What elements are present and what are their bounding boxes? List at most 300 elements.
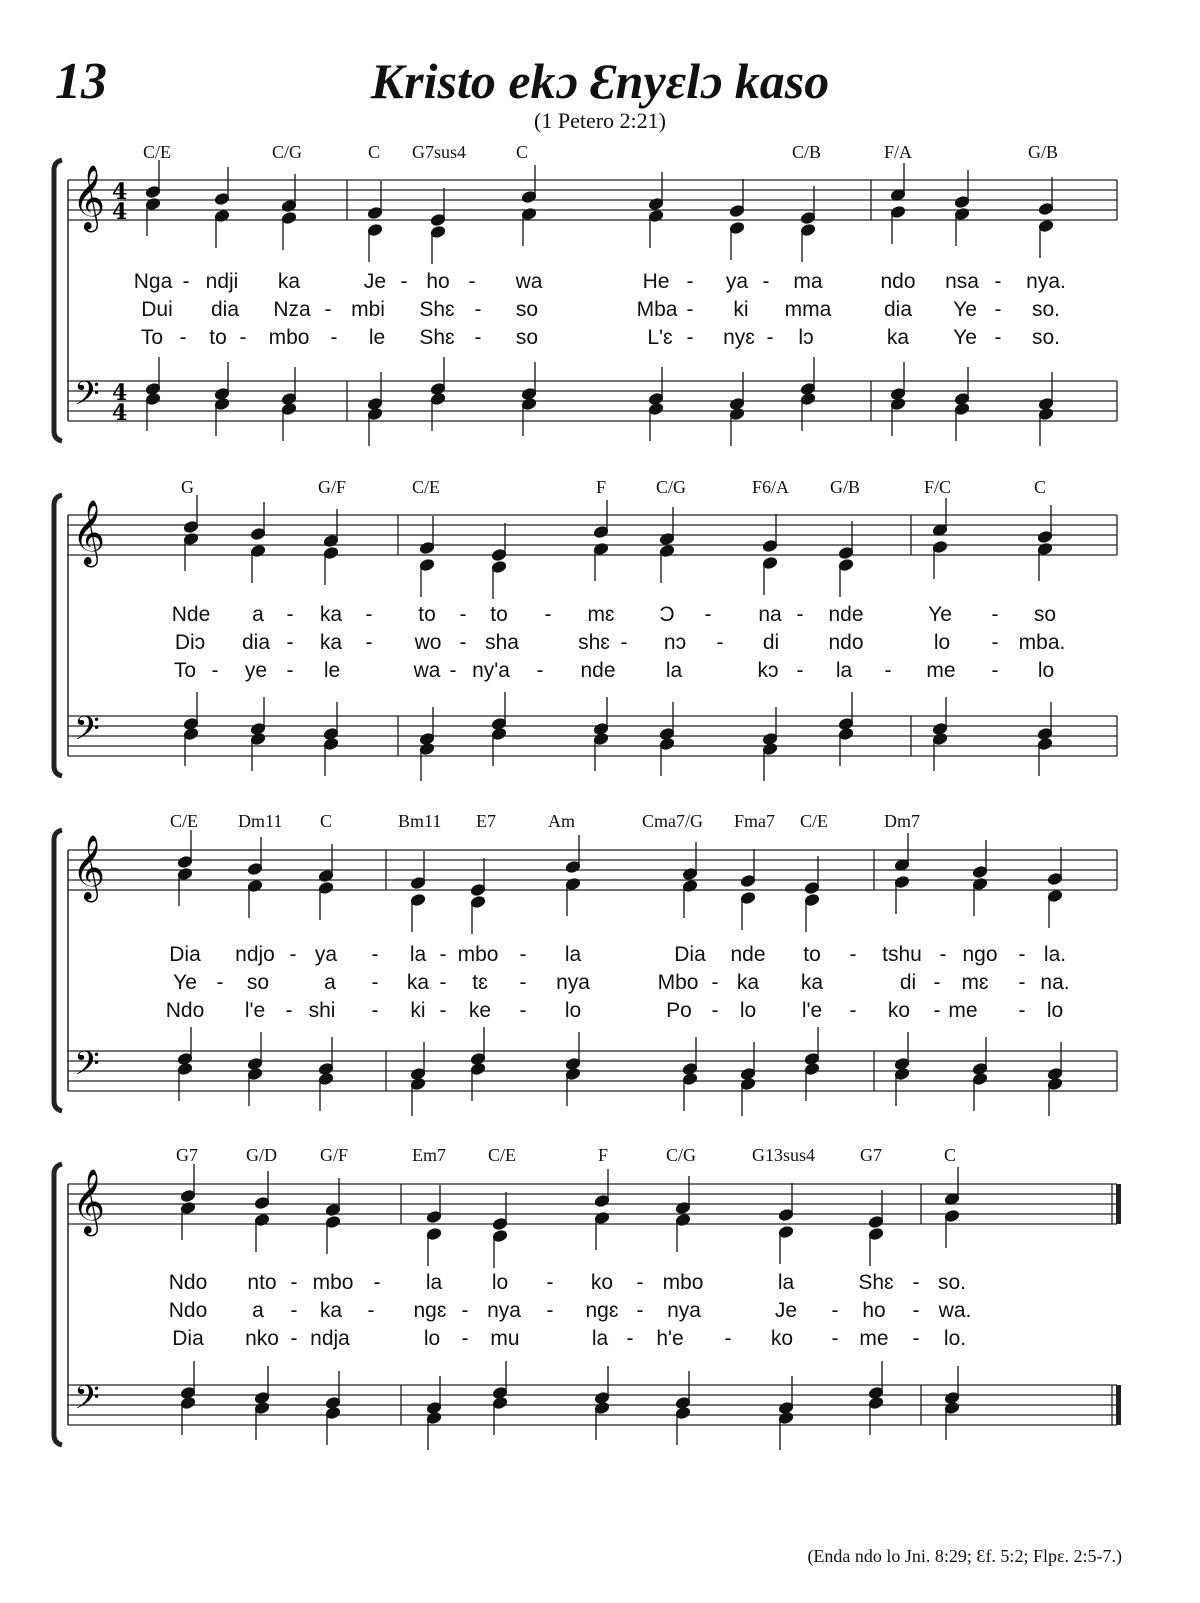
note bbox=[1047, 890, 1062, 928]
note bbox=[254, 1171, 269, 1209]
lyric-hyphen: - bbox=[831, 1299, 839, 1322]
lyric-syllable: ye bbox=[244, 659, 268, 682]
note bbox=[675, 1371, 690, 1409]
lyric-hyphen: - bbox=[211, 659, 219, 682]
lyric-syllable: la bbox=[591, 1327, 609, 1350]
lyric-syllable: h'e bbox=[656, 1327, 684, 1350]
chord-symbol: G/D bbox=[246, 1145, 277, 1165]
note bbox=[932, 541, 947, 579]
lyric-hyphen: - bbox=[330, 326, 338, 349]
lyric-hyphen: - bbox=[626, 1327, 634, 1350]
note bbox=[594, 1402, 609, 1440]
note bbox=[565, 1068, 580, 1106]
chord-symbol: C/G bbox=[656, 477, 687, 497]
note bbox=[740, 1078, 755, 1116]
lyric-hyphen: - bbox=[994, 270, 1002, 293]
chord-symbol: G7 bbox=[860, 1145, 882, 1165]
lyric-hyphen: - bbox=[400, 270, 408, 293]
note bbox=[183, 533, 198, 571]
lyric-syllable: Diɔ bbox=[174, 631, 206, 654]
lyric-hyphen: - bbox=[636, 1271, 644, 1294]
lyric-syllable: nsa bbox=[945, 270, 979, 293]
lyric-hyphen: - bbox=[939, 943, 947, 966]
note bbox=[800, 186, 815, 224]
lyric-syllable: mɛ bbox=[587, 603, 615, 626]
lyric-hyphen: - bbox=[546, 1271, 554, 1294]
lyric-syllable: ko bbox=[590, 1271, 614, 1294]
lyric-hyphen: - bbox=[686, 270, 694, 293]
bass-clef-icon: 𝄢 bbox=[74, 1045, 100, 1091]
lyric-syllable: lo. bbox=[943, 1327, 967, 1350]
lyric-syllable: nya bbox=[667, 1299, 701, 1322]
note bbox=[325, 1216, 340, 1254]
lyric-hyphen: - bbox=[544, 603, 552, 626]
bass-clef-icon: 𝄢 bbox=[74, 375, 100, 421]
note bbox=[177, 868, 192, 906]
lyric-syllable: Ye bbox=[953, 326, 977, 349]
lyric-hyphen: - bbox=[449, 659, 457, 682]
lyric-hyphen: - bbox=[459, 631, 467, 654]
lyric-syllable: ko bbox=[770, 1327, 794, 1350]
lyric-hyphen: - bbox=[766, 326, 774, 349]
lyric-hyphen: - bbox=[704, 603, 712, 626]
lyric-hyphen: - bbox=[474, 326, 482, 349]
lyric-syllable: Ndo bbox=[165, 999, 205, 1022]
note bbox=[145, 198, 160, 236]
note bbox=[521, 398, 536, 436]
lyric-syllable: mɛ bbox=[961, 971, 989, 994]
treble-clef-icon: 𝄞 bbox=[72, 500, 106, 565]
lyric-hyphen: - bbox=[1018, 971, 1026, 994]
lyric-syllable: wa bbox=[413, 659, 441, 682]
treble-clef-icon: 𝄞 bbox=[72, 835, 106, 900]
lyric-syllable: mbi bbox=[351, 298, 385, 321]
lyric-hyphen: - bbox=[912, 1299, 920, 1322]
note bbox=[430, 393, 445, 431]
lyric-syllable: to bbox=[418, 603, 436, 626]
lyric-syllable: lo bbox=[1037, 659, 1055, 682]
lyric-syllable: mba. bbox=[1018, 631, 1066, 654]
note bbox=[890, 206, 905, 244]
note bbox=[648, 172, 663, 210]
lyric-syllable: Dia bbox=[172, 1327, 204, 1350]
lyric-hyphen: - bbox=[716, 631, 724, 654]
chord-symbol: G7 bbox=[176, 1145, 198, 1165]
chord-symbol: C/E bbox=[143, 142, 172, 162]
note bbox=[868, 1361, 883, 1399]
lyric-syllable: lɔ bbox=[798, 326, 814, 349]
note bbox=[593, 733, 608, 771]
lyric-syllable: dia bbox=[883, 298, 913, 321]
note bbox=[1038, 220, 1053, 258]
note bbox=[894, 1068, 909, 1106]
note bbox=[778, 1412, 793, 1450]
lyric-syllable: ho bbox=[862, 1299, 886, 1322]
lyric-syllable: kɔ bbox=[757, 659, 779, 682]
lyric-syllable: ka bbox=[736, 971, 760, 994]
lyric-syllable: nko bbox=[245, 1327, 279, 1350]
note bbox=[682, 1037, 697, 1075]
note bbox=[593, 543, 608, 581]
lyric-hyphen: - bbox=[933, 999, 941, 1022]
note bbox=[944, 1210, 959, 1248]
note bbox=[648, 403, 663, 441]
lyric-syllable: ya bbox=[314, 943, 338, 966]
lyric-syllable: ma bbox=[793, 270, 823, 293]
lyric-syllable: nyɛ bbox=[723, 326, 755, 349]
lyric-hyphen: - bbox=[519, 943, 527, 966]
note bbox=[804, 856, 819, 894]
note bbox=[250, 545, 265, 583]
lyric-syllable: na. bbox=[1040, 971, 1070, 994]
lyric-hyphen: - bbox=[239, 326, 247, 349]
note bbox=[491, 561, 506, 599]
note bbox=[972, 1037, 987, 1075]
lyric-syllable: ndo bbox=[828, 631, 864, 654]
lyric-hyphen: - bbox=[849, 999, 857, 1022]
lyric-syllable: lo bbox=[491, 1271, 509, 1294]
lyric-hyphen: - bbox=[468, 270, 476, 293]
lyric-syllable: dia bbox=[241, 631, 271, 654]
lyric-syllable: ka bbox=[800, 971, 824, 994]
note bbox=[250, 502, 265, 540]
note bbox=[800, 357, 815, 395]
hymn-title: Kristo ekɔ Ɛnyɛlɔ kaso bbox=[370, 53, 830, 109]
lyric-syllable: wo bbox=[414, 631, 442, 654]
note bbox=[594, 1169, 609, 1207]
lyric-syllable: ka bbox=[277, 270, 301, 293]
lyric-syllable: lo bbox=[564, 999, 582, 1022]
note bbox=[954, 170, 969, 208]
lyric-syllable: so. bbox=[1031, 326, 1061, 349]
lyric-syllable: ny'a bbox=[472, 659, 510, 682]
note bbox=[778, 1183, 793, 1221]
note bbox=[762, 514, 777, 552]
note bbox=[972, 1073, 987, 1111]
note bbox=[521, 208, 536, 246]
note bbox=[430, 357, 445, 395]
note bbox=[145, 357, 160, 395]
lyric-syllable: la. bbox=[1043, 943, 1067, 966]
lyric-syllable: Dia bbox=[169, 943, 201, 966]
note bbox=[804, 1063, 819, 1101]
time-signature: 4 bbox=[112, 380, 128, 406]
lyric-syllable: so bbox=[1033, 603, 1057, 626]
lyric-syllable: Ye bbox=[928, 603, 952, 626]
lyric-hyphen: - bbox=[620, 631, 628, 654]
note bbox=[325, 1371, 340, 1409]
lyric-syllable: Ndo bbox=[168, 1271, 208, 1294]
time-signature: 4 bbox=[112, 179, 128, 205]
lyric-syllable: me bbox=[859, 1327, 889, 1350]
lyric-hyphen: - bbox=[546, 1299, 554, 1322]
time-signature: 4 bbox=[112, 199, 128, 225]
note bbox=[430, 188, 445, 226]
lyric-syllable: mbo bbox=[312, 1271, 354, 1294]
note bbox=[800, 224, 815, 262]
note bbox=[954, 367, 969, 405]
lyric-syllable: Shɛ bbox=[419, 298, 455, 321]
note bbox=[521, 165, 536, 203]
lyric-syllable: He bbox=[642, 270, 670, 293]
note bbox=[183, 728, 198, 766]
note bbox=[247, 837, 262, 875]
note bbox=[214, 398, 229, 436]
lyric-hyphen: - bbox=[365, 631, 373, 654]
lyric-syllable: la bbox=[409, 943, 427, 966]
note bbox=[1037, 543, 1052, 581]
lyric-syllable: a bbox=[252, 1299, 264, 1322]
note bbox=[1047, 847, 1062, 885]
lyric-syllable: nde bbox=[580, 659, 616, 682]
footer-scripture-references: (Enda ndo lo Jni. 8:29; Ɛf. 5:2; Flpɛ. 2:5-7.) bbox=[807, 1546, 1122, 1566]
lyric-syllable: to bbox=[490, 603, 508, 626]
lyric-syllable: l'e bbox=[801, 999, 823, 1022]
note bbox=[214, 167, 229, 205]
note bbox=[470, 896, 485, 934]
lyric-hyphen: - bbox=[991, 631, 999, 654]
note bbox=[675, 1407, 690, 1445]
note bbox=[180, 1202, 195, 1240]
lyric-syllable: so bbox=[246, 971, 270, 994]
chord-symbol: Bm11 bbox=[398, 811, 442, 831]
lyric-syllable: lo bbox=[933, 631, 951, 654]
lyric-hyphen: - bbox=[994, 298, 1002, 321]
note bbox=[838, 728, 853, 766]
lyric-syllable: nya bbox=[556, 971, 590, 994]
note bbox=[492, 1361, 507, 1399]
chord-symbol: G bbox=[181, 477, 194, 497]
lyric-syllable: l'e bbox=[244, 999, 266, 1022]
lyric-syllable: nde bbox=[828, 603, 864, 626]
chord-symbol: C bbox=[320, 811, 333, 831]
note bbox=[675, 1176, 690, 1214]
chord-symbol: G7sus4 bbox=[412, 142, 467, 162]
lyric-syllable: to bbox=[803, 943, 821, 966]
treble-clef-icon: 𝄞 bbox=[72, 165, 106, 230]
note bbox=[367, 224, 382, 262]
lyric-syllable: nɔ bbox=[663, 631, 687, 654]
chord-symbol: F/A bbox=[884, 142, 913, 162]
lyric-hyphen: - bbox=[365, 603, 373, 626]
note bbox=[492, 1192, 507, 1230]
note bbox=[868, 1397, 883, 1435]
note bbox=[944, 1402, 959, 1440]
lyric-hyphen: - bbox=[762, 270, 770, 293]
note bbox=[1038, 177, 1053, 215]
note bbox=[470, 858, 485, 896]
note bbox=[180, 1397, 195, 1435]
lyric-syllable: mbo bbox=[268, 326, 310, 349]
note bbox=[492, 1230, 507, 1268]
note bbox=[426, 1412, 441, 1450]
chord-symbol: G13sus4 bbox=[752, 1145, 816, 1165]
lyric-hyphen: - bbox=[711, 971, 719, 994]
lyric-hyphen: - bbox=[933, 971, 941, 994]
lyric-hyphen: - bbox=[1018, 943, 1026, 966]
lyric-syllable: a bbox=[324, 971, 336, 994]
note bbox=[323, 547, 338, 585]
lyric-hyphen: - bbox=[373, 1271, 381, 1294]
lyric-syllable: Ye bbox=[173, 971, 197, 994]
lyric-syllable: shɛ bbox=[578, 631, 610, 654]
lyric-syllable: to bbox=[209, 326, 227, 349]
lyric-syllable: mbo bbox=[457, 943, 499, 966]
lyric-syllable: ka bbox=[319, 1299, 343, 1322]
note bbox=[180, 1361, 195, 1399]
lyric-hyphen: - bbox=[182, 270, 190, 293]
note bbox=[659, 507, 674, 545]
lyric-syllable: me bbox=[926, 659, 956, 682]
note bbox=[145, 393, 160, 431]
lyric-syllable: so. bbox=[937, 1271, 967, 1294]
lyric-hyphen: - bbox=[796, 659, 804, 682]
lyric-syllable: me bbox=[948, 999, 978, 1022]
lyric-syllable: ka bbox=[319, 603, 343, 626]
lyric-syllable: shi bbox=[308, 999, 336, 1022]
note bbox=[762, 557, 777, 595]
lyric-hyphen: - bbox=[912, 1327, 920, 1350]
lyric-syllable: la bbox=[777, 1271, 795, 1294]
lyric-syllable: nya bbox=[487, 1299, 521, 1322]
note bbox=[183, 692, 198, 730]
chord-symbol: C bbox=[1034, 477, 1047, 497]
chord-symbol: Am bbox=[548, 811, 575, 831]
lyric-hyphen: - bbox=[371, 999, 379, 1022]
note bbox=[740, 849, 755, 887]
note bbox=[247, 880, 262, 918]
lyric-syllable: nto bbox=[247, 1271, 277, 1294]
lyric-syllable: lo bbox=[1046, 999, 1064, 1022]
lyric-hyphen: - bbox=[686, 298, 694, 321]
lyric-syllable: nya. bbox=[1026, 270, 1066, 293]
lyric-syllable: Dui bbox=[141, 298, 173, 321]
lyric-hyphen: - bbox=[519, 999, 527, 1022]
note bbox=[419, 743, 434, 781]
note bbox=[1047, 1078, 1062, 1116]
chord-symbol: G/B bbox=[830, 477, 861, 497]
lyric-syllable: Je bbox=[363, 270, 387, 293]
lyric-syllable: Shɛ bbox=[419, 326, 455, 349]
note bbox=[838, 521, 853, 559]
lyric-syllable: ka bbox=[886, 326, 910, 349]
lyric-hyphen: - bbox=[636, 1299, 644, 1322]
note bbox=[890, 163, 905, 201]
note bbox=[177, 1063, 192, 1101]
lyric-syllable: so bbox=[515, 326, 539, 349]
note bbox=[838, 692, 853, 730]
lyric-syllable: na bbox=[758, 603, 782, 626]
lyric-hyphen: - bbox=[286, 631, 294, 654]
chord-symbol: E7 bbox=[476, 811, 496, 831]
lyric-syllable: so. bbox=[1031, 298, 1061, 321]
note bbox=[682, 1073, 697, 1111]
lyric-syllable: nde bbox=[730, 943, 766, 966]
lyric-syllable: Nza bbox=[273, 298, 311, 321]
lyric-syllable: ndo bbox=[880, 270, 916, 293]
lyric-hyphen: - bbox=[474, 298, 482, 321]
lyric-syllable: To bbox=[140, 326, 164, 349]
chord-symbol: F/C bbox=[924, 477, 952, 497]
note bbox=[250, 733, 265, 771]
note bbox=[972, 878, 987, 916]
lyric-syllable: wa. bbox=[938, 1299, 972, 1322]
chord-symbol: F bbox=[598, 1145, 609, 1165]
note bbox=[430, 226, 445, 264]
lyric-syllable: ka bbox=[319, 631, 343, 654]
note bbox=[972, 840, 987, 878]
lyric-syllable: Dia bbox=[674, 943, 706, 966]
note bbox=[214, 210, 229, 248]
lyric-syllable: ndjo bbox=[235, 943, 275, 966]
note bbox=[318, 1037, 333, 1075]
hymn-number: 13 bbox=[55, 53, 107, 110]
note bbox=[1037, 738, 1052, 776]
chord-symbol: C/E bbox=[170, 811, 199, 831]
note bbox=[492, 1397, 507, 1435]
bass-clef-icon: 𝄢 bbox=[74, 1379, 100, 1425]
note bbox=[659, 738, 674, 776]
note bbox=[183, 495, 198, 533]
lyric-hyphen: - bbox=[290, 1271, 298, 1294]
chord-symbol: C/E bbox=[412, 477, 441, 497]
lyric-hyphen: - bbox=[711, 999, 719, 1022]
note bbox=[838, 559, 853, 597]
lyric-syllable: a bbox=[252, 603, 264, 626]
lyric-hyphen: - bbox=[1018, 999, 1026, 1022]
note bbox=[954, 208, 969, 246]
lyric-syllable: ndji bbox=[205, 270, 239, 293]
lyric-hyphen: - bbox=[536, 659, 544, 682]
note bbox=[470, 1027, 485, 1065]
note bbox=[932, 498, 947, 536]
note bbox=[177, 830, 192, 868]
lyric-syllable: la bbox=[564, 943, 582, 966]
lyric-syllable: Ndo bbox=[168, 1299, 208, 1322]
lyric-hyphen: - bbox=[461, 1327, 469, 1350]
note bbox=[804, 894, 819, 932]
lyric-syllable: To bbox=[173, 659, 197, 682]
lyric-syllable: ho bbox=[426, 270, 450, 293]
chord-symbol: C/B bbox=[792, 142, 822, 162]
lyric-syllable: ndja bbox=[310, 1327, 350, 1350]
note bbox=[800, 393, 815, 431]
lyric-syllable: dia bbox=[210, 298, 240, 321]
note bbox=[419, 559, 434, 597]
lyric-hyphen: - bbox=[439, 943, 447, 966]
lyric-syllable: Mbo bbox=[657, 971, 699, 994]
note bbox=[367, 408, 382, 446]
chord-symbol: C/E bbox=[488, 1145, 517, 1165]
chord-symbol: C bbox=[368, 142, 381, 162]
lyric-syllable: Po bbox=[666, 999, 692, 1022]
lyric-hyphen: - bbox=[461, 1299, 469, 1322]
note bbox=[932, 733, 947, 771]
lyric-syllable: ngo bbox=[962, 943, 998, 966]
note bbox=[868, 1228, 883, 1266]
lyric-hyphen: - bbox=[994, 326, 1002, 349]
note bbox=[682, 842, 697, 880]
lyric-syllable: ya bbox=[725, 270, 749, 293]
lyric-syllable: di bbox=[899, 971, 917, 994]
lyric-hyphen: - bbox=[459, 603, 467, 626]
lyric-hyphen: - bbox=[290, 1299, 298, 1322]
note bbox=[894, 876, 909, 914]
lyric-hyphen: - bbox=[179, 326, 187, 349]
lyric-syllable: la bbox=[665, 659, 683, 682]
chord-symbol: C bbox=[944, 1145, 957, 1165]
note bbox=[729, 408, 744, 446]
